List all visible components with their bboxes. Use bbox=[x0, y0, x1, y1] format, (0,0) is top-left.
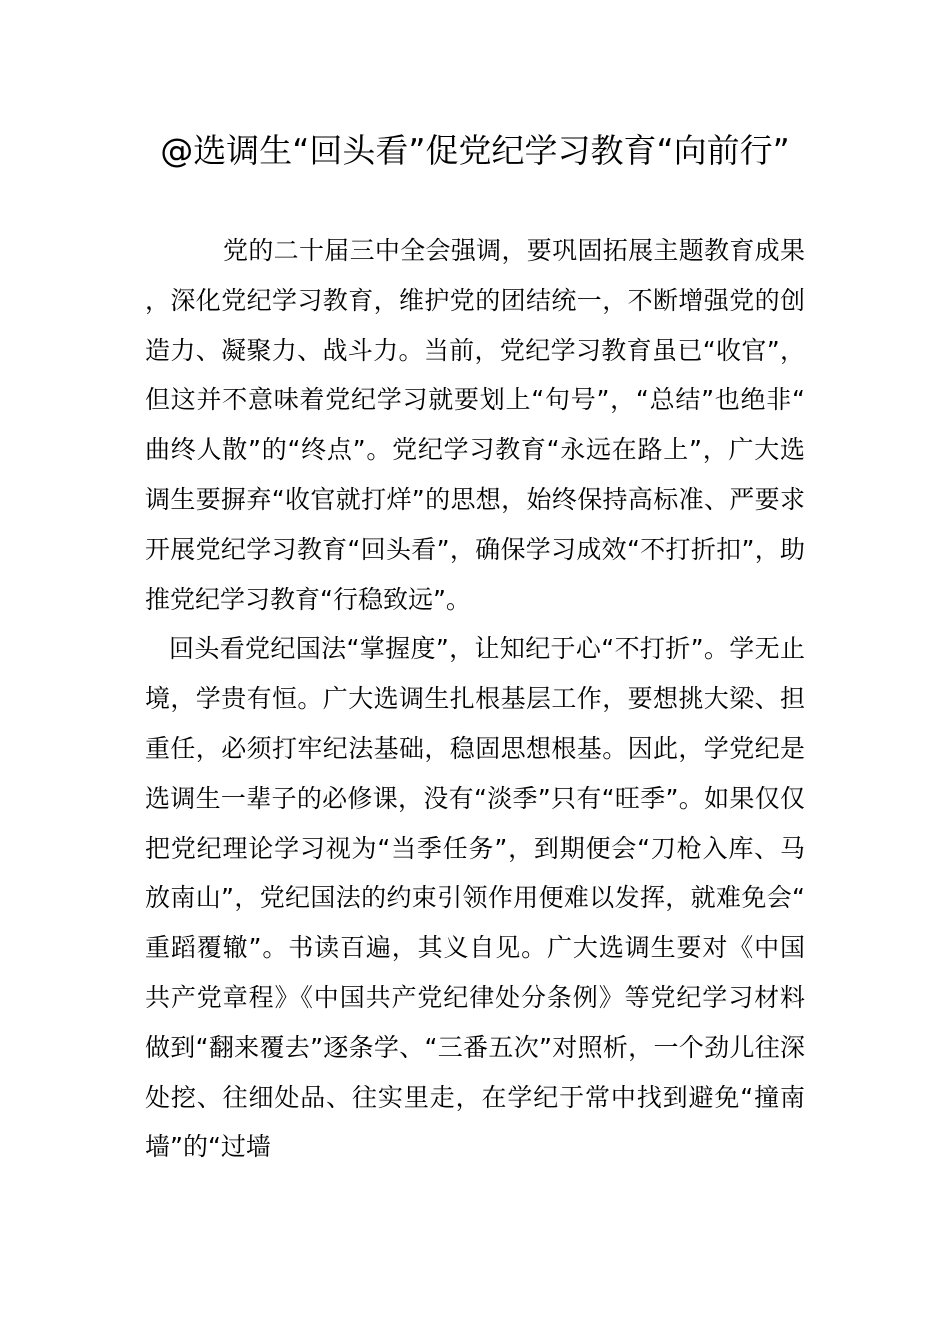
document-title: @选调生“回头看”促党纪学习教育“向前行” bbox=[160, 131, 790, 170]
document-body bbox=[145, 226, 805, 1172]
body-paragraph: 党的二十届三中全会强调，要巩固拓展主题教育成果，深化党纪学习教育，维护党的团结统一，不断增强党的创造力、凝聚力、战斗力。当前，党纪学习教育虽已“收官”，但这并不意味着党纪学习就要划上“句号”，“总结”也绝非“曲终人散”的“终点”。党纪学习教育“永远在路上”，广大选调生要摒弃“收官就打烊”的思想，始终保持高标准、严要求开展党纪学习教育“回头看”，确保学习成效“不打折扣”，助推党纪学习教育“行稳致远”。 bbox=[145, 236, 805, 614]
body-paragraph: 回头看党纪国法“掌握度”，让知纪于心“不打折”。学无止境，学贵有恒。广大选调生扎根基层工作，要想挑大梁、担重任，必须打牢纪法基础，稳固思想根基。因此，学党纪是选调生一辈子的必修课，没有“淡季”只有“旺季”。如果仅仅把党纪理论学习视为“当季任务”，到期便会“刀枪入库、马放南山”，党纪国法的约束引领作用便难以发挥，就难免会“重蹈覆辙”。书读百遍，其义自见。广大选调生要对《中国共产党章程》《中国共产党纪律处分条例》等党纪学习材料做到“翻来覆去”逐条学、“三番五次”对照析，一个劲儿往深处挖、往细处品、往实里走，在学纪于常中找到避免“撞南墙”的“过墙 bbox=[145, 634, 805, 1162]
